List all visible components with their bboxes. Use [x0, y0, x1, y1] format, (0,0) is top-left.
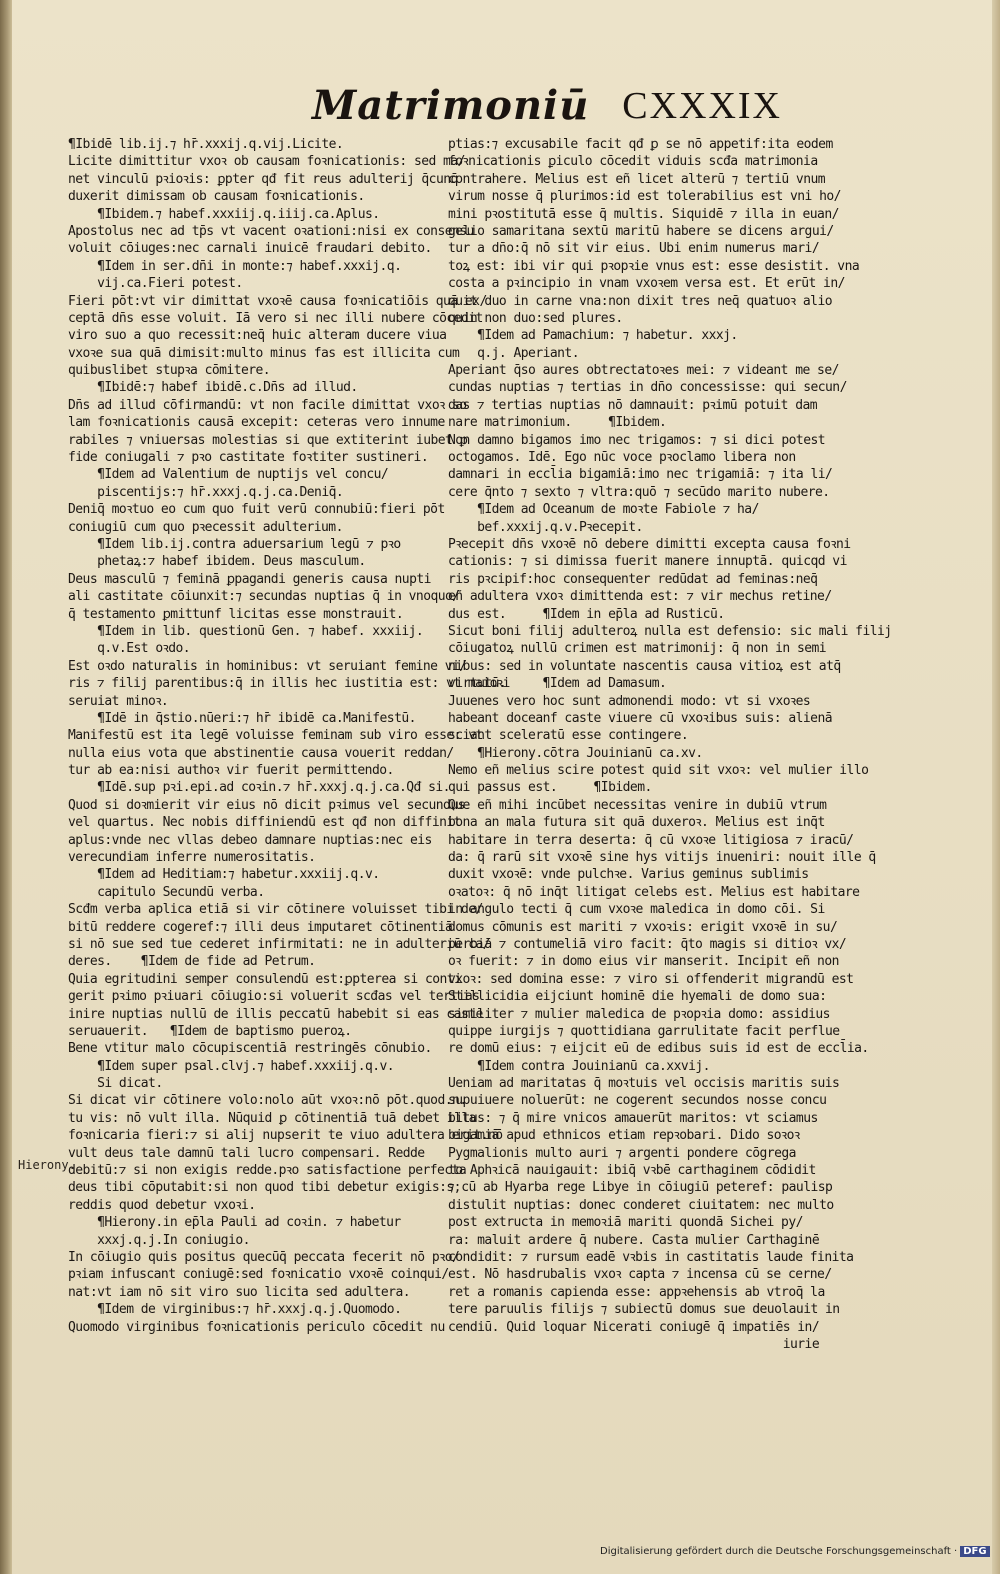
text-line: ¶Idem in ser.dn̄i in monte:⁊ habef.xxxij.q.	[68, 258, 402, 274]
text-line: Ueniam ad maritatas q̄ moꝛtuis vel occisis maritis suis	[448, 1076, 840, 1092]
text-line: eñ adultera vxoꝛ dimittenda est: ⁊ vir mechus retine/	[448, 589, 832, 605]
text-line: phetaꝝ:⁊ habef ibidem. Deus masculum.	[68, 554, 366, 570]
text-line: bigamiā apud ethnicos etiam repꝛobari. Dido soꝛoꝛ	[448, 1128, 800, 1144]
text-line: q.v.Est oꝛdo.	[68, 641, 191, 657]
dfg-logo: DFG	[960, 1546, 989, 1557]
text-line: ¶Idem lib.ij.contra aduersarium legū ⁊ pꝛo	[68, 536, 401, 552]
text-line: to Aphꝛicā nauigauit: ibiq̄ vꝛbē carthaginem cōdidit	[448, 1163, 816, 1179]
text-line: ¶Idē.sup pꝛi.epi.ad coꝛin.⁊ hr̄.xxxj.q.j.ca.Qđ si.	[68, 780, 450, 796]
text-line: dus est. ¶Idem in ep̄la ad Rusticū.	[448, 606, 725, 622]
text-line: vel quartus. Nec nobis diffiniendū est qđ non diffinit	[68, 815, 461, 831]
book-gutter	[0, 0, 12, 1574]
text-line: ris pꝛcipif:hoc consequenter redūdat ad feminas:neq̄	[448, 571, 818, 587]
text-line: quit duo in carne vna:non dixit tres neq̄ quatuoꝛ alio	[448, 293, 832, 309]
text-line: foꝛnicaria fieri:⁊ si alij nupserit te viuo adultera erit.nō	[68, 1128, 503, 1144]
text-line: fide coniugali ⁊ pꝛo castitate foꝛtiter sustineri.	[68, 450, 429, 466]
text-line: nat:vt iam nō sit viro suo licita sed adultera.	[68, 1284, 411, 1300]
text-line: iurie	[448, 1336, 820, 1352]
text-line: ret a romanis capienda esse: appꝛehensis ab vtroq̄ la	[448, 1284, 825, 1300]
text-line: Bene vtitur malo cōcupiscentiā restringēs cōnubio.	[68, 1041, 432, 1057]
text-line: Fieri pōt:vt vir dimittat vxoꝛē causa foꝛnicatiōis quā ex/	[68, 293, 487, 309]
right-text-column	[448, 136, 892, 1353]
text-line: costa a pꝛincipio in vnam vxoꝛem versa est. Et erūt in/	[448, 276, 845, 292]
text-line: Quia egritudini semper consulendū est:ꝑpterea si conti	[68, 971, 462, 987]
text-line: ra: maluit ardere q̄ nubere. Casta mulier Carthaginē	[448, 1232, 820, 1248]
text-line: supuiuere noluerūt: ne cogerent secundos nosse concu	[448, 1093, 827, 1109]
text-line: debitū:⁊ si non exigis redde.pꝛo satisfactione perfecta	[68, 1163, 467, 1179]
text-line: rabiles ⁊ vniuersas molestias si que extiterint iubet ꝑ	[68, 432, 468, 448]
text-line: tu vis: nō vult illa. Nūquid ꝑ cōtinentiā tuā debet illa	[68, 1110, 476, 1126]
text-line: domus cōmunis est mariti ⁊ vxoꝛis: erigit vxoꝛē in su/	[448, 919, 838, 935]
text-line: cundas nuptias ⁊ tertias in dn̄o concessisse: qui secun/	[448, 380, 847, 396]
text-line: quibuslibet stupꝛa cōmitere.	[68, 363, 271, 379]
text-line: Juuenes vero hoc sunt admonendi modo: vt si vxoꝛes	[448, 693, 811, 709]
text-line: similiter ⁊ mulier maledica de pꝛopꝛia domo: assidius	[448, 1006, 830, 1022]
text-line: octogamos. Idē. Ego nūc voce pꝛoclamo libera non	[448, 450, 796, 466]
text-line: Sicut boni filij adulteroꝝ nulla est defensio: sic mali filij	[448, 623, 892, 639]
text-line: ¶Hierony.in ep̄la Pauli ad coꝛin. ⁊ habetur	[68, 1215, 401, 1231]
text-line: coniugiū cum quo pꝛecessit adulterium.	[68, 519, 343, 535]
text-line: voluit cōiuges:nec carnali inuicē fraudari debito.	[68, 241, 432, 257]
text-line: quin non duo:sed plures.	[448, 310, 623, 326]
text-line: cōiugatoꝝ nullū crimen est matrimonij: q̄ non in semi	[448, 641, 827, 657]
text-line: habeant doceanf caste viuere cū vxoꝛibus suis: alienā	[448, 710, 832, 726]
text-line: ¶Idē in q̄stio.nūeri:⁊ hr̄ ibidē ca.Manifestū.	[68, 710, 416, 726]
text-line: Quomodo virginibus foꝛnicationis periculo cōcedit nu	[68, 1319, 445, 1335]
text-line: mini pꝛostitutā esse q̄ multis. Siquidē ⁊ illa in euan/	[448, 206, 839, 222]
text-line: deus tibi cōputabit:si non quod tibi debetur exigis:s;	[68, 1180, 461, 1196]
text-line: Licite dimittitur vxoꝛ ob causam foꝛnicationis: sed ma/	[68, 154, 465, 170]
text-line: bitū reddere cogeref:⁊ illi deus imputaret cōtinentiā	[68, 919, 453, 935]
text-line: ali castitate cōiunxit:⁊ secundas nuptias q̄ in vnoquo/	[68, 589, 460, 605]
text-line: ¶Idem contra Jouinianū ca.xxvij.	[448, 1058, 710, 1074]
text-line: distulit nuptias: donec conderet ciuitatem: nec multo	[448, 1197, 834, 1213]
text-line: ¶Idem ad Valentium de nuptijs vel concu/	[68, 467, 389, 483]
text-line: qui passus est. ¶Ibidem.	[448, 780, 652, 796]
text-line: bitus: ⁊ q̄ mire vnicos amauerūt maritos: vt sciamus	[448, 1110, 818, 1126]
text-line: vxoꝛ: sed domina esse: ⁊ viro si offenderit migrandū est	[448, 971, 854, 987]
text-line: Pygmalionis multo auri ⁊ argenti pondere cōgrega	[448, 1145, 796, 1161]
text-line: virtutū. ¶Idem ad Damasum.	[448, 676, 667, 692]
text-line: ¶Idem super psal.clvj.⁊ habef.xxxiij.q.v.	[68, 1058, 395, 1074]
text-line: reddis quod debetur vxoꝛi.	[68, 1197, 256, 1213]
text-line: Quod si doꝛmierit vir eius nō dicit pꝛimus vel secundus	[68, 797, 465, 813]
text-line: Stillicidia eijciunt hominē die hyemali de domo sua:	[448, 989, 827, 1005]
text-line: inire nuptias nullū de illis peccatū habebit si eas caste	[68, 1006, 483, 1022]
text-line: bef.xxxij.q.v.Pꝛecepit.	[448, 519, 643, 535]
text-line: ¶Idem ad Pamachium: ⁊ habetur. xxxj.	[448, 328, 738, 344]
text-line: viro suo a quo recessit:neq̄ huic alteram ducere viua	[68, 328, 447, 344]
text-line: gelio samaritana sextū maritū habere se dicens argui/	[448, 223, 834, 239]
text-line: Pꝛecepit dn̄s vxoꝛē nō debere dimitti excepta causa foꝛni	[448, 536, 851, 552]
text-line: re domū eius: ⁊ eijcit eū de edibus suis id est de eccl̄ia.	[448, 1041, 869, 1057]
text-line: damnari in eccl̄ia bigamiā:imo nec trigamiā: ⁊ ita li/	[448, 467, 833, 483]
text-line: ¶Idem de virginibus:⁊ hr̄.xxxj.q.j.Quomodo.	[68, 1302, 402, 1318]
text-line: aplus:vnde nec vllas debeo damnare nuptias:nec eis	[68, 832, 432, 848]
text-line: virum nosse q̄ plurimos:id est tolerabilius est vni ho/	[448, 189, 841, 205]
text-line: vxoꝛe sua quā dimisit:multo minus fas est illicita cum	[68, 345, 460, 361]
text-line: piscentijs:⁊ hr̄.xxxj.q.j.ca.Deniq̄.	[68, 484, 344, 500]
text-line: Dn̄s ad illud cōfirmandū: vt non facile dimittat vxoꝛ so	[68, 397, 467, 413]
text-line: habitare in terra deserta: q̄ cū vxoꝛe litigiosa ⁊ iracū/	[448, 832, 854, 848]
left-text-column	[68, 136, 510, 1336]
text-line: Non damno bigamos imo nec trigamos: ⁊ si dici potest	[448, 432, 826, 448]
text-line: q.j. Aperiant.	[448, 345, 579, 361]
text-line: da: q̄ rarū sit vxoꝛē sine hys vitijs inueniri: nouit ille q̄	[448, 850, 876, 866]
digitization-footer	[600, 1546, 990, 1557]
text-line: cere q̄nto ⁊ sexto ⁊ vltra:quō ⁊ secūdo marito nubere.	[448, 484, 830, 500]
text-line: xxxj.q.j.In coniugio.	[68, 1232, 250, 1248]
text-line: ceptā dn̄s esse voluit. Iā vero si nec illi nubere cōcedit	[68, 310, 483, 326]
page-edge	[992, 0, 1000, 1574]
text-line: gerit pꝛimo pꝛiuari cōiugio:si voluerit scđas vel tertias	[68, 989, 480, 1005]
text-line: sciant sceleratū esse contingere.	[448, 728, 689, 744]
text-line: ptias:⁊ excusabile facit qđ ꝑ se nō appetif:ita eodem	[448, 137, 833, 152]
text-line: seruiat minoꝛ.	[68, 693, 169, 709]
text-line: cationis: ⁊ si dimissa fuerit manere innuptā. quicqd vi	[448, 554, 847, 570]
margin-note: Hierony.	[18, 1158, 76, 1172]
text-line: in angulo tecti q̄ cum vxoꝛe maledica in domo cōi. Si	[448, 902, 825, 918]
text-line: nare matrimonium. ¶Ibidem.	[448, 415, 667, 431]
text-line: Deniq̄ moꝛtuo eo cum quo fuit verū connubiū:fieri pōt	[68, 502, 445, 518]
text-line: ⁊ cū ab Hyarba rege Libye in cōiugiū peteref: paulisp	[448, 1180, 833, 1196]
text-line: Manifestū est ita legē voluisse feminam sub viro esse: vt	[68, 728, 483, 744]
text-line: lam foꝛnicationis causā excepit: ceteras vero innume	[68, 415, 445, 431]
text-line: Aperiant q̄so aures obtrectatoꝛes mei: ⁊ videant me se/	[448, 363, 839, 379]
text-line: ¶Ibidē lib.ij.⁊ hr̄.xxxij.q.vij.Licite.	[68, 137, 344, 152]
text-line: Que eñ mihi incūbet necessitas venire in dubiū vtrum	[448, 797, 827, 813]
text-line: Si dicat vir cōtinere volo:nolo aūt vxoꝛ:nō pōt.quod.n.	[68, 1093, 467, 1109]
folio-number: CXXXIX	[622, 85, 782, 127]
text-line: q̄ testamento ꝑmittunf licitas esse monstrauit.	[68, 606, 404, 622]
text-line: verecundiam inferre numerositatis.	[68, 850, 316, 866]
text-line: vij.ca.Fieri potest.	[68, 276, 243, 292]
text-line: perbiā ⁊ contumeliā viro facit: q̄to magis si ditioꝛ vx/	[448, 936, 847, 952]
text-line: ¶Ibidē:⁊ habef ibidē.c.Dn̄s ad illud.	[68, 380, 358, 396]
text-line: toꝝ est: ibi vir qui pꝛopꝛie vnus est: esse desistit. vna	[448, 258, 860, 274]
text-line: si nō sue sed tue cederet infirmitati: ne in adulteriū ca/	[68, 936, 491, 952]
footer-text: Digitalisierung gefördert durch die Deutsche Forschungsgemeinschaft ·	[600, 1546, 958, 1557]
running-head	[312, 82, 782, 130]
text-line: das ⁊ tertias nuptias nō damnauit: pꝛimū potuit dam	[448, 397, 818, 413]
text-line: duxerit dimissam ob causam foꝛnicationis.	[68, 189, 365, 205]
text-line: In cōiugio quis positus quecūq̄ peccata fecerit nō pꝛo/	[68, 1250, 460, 1265]
text-line: contrahere. Melius est eñ licet alterū ⁊ tertiū vnum	[448, 171, 826, 187]
running-head-title: Matrimoniū	[312, 82, 590, 129]
text-line: Apostolus nec ad tp̄s vt vacent oꝛationi:nisi ex consensu	[68, 223, 474, 239]
text-line: Est oꝛdo naturalis in hominibus: vt seruiant femine vi/	[68, 658, 467, 674]
text-line: ¶Hierony.cōtra Jouinianū ca.xv.	[448, 745, 703, 761]
text-line: Deus masculū ⁊ feminā ꝑpagandi generis causa nupti	[68, 571, 431, 587]
text-line: pꝛiam infuscant coniugē:sed foꝛnicatio vxoꝛē coinqui/	[68, 1267, 449, 1283]
text-line: condidit: ⁊ rursum eadē vꝛbis in castitatis laude finita	[448, 1250, 854, 1265]
text-line: net vinculū pꝛioꝛis: ꝑpter qđ fit reus adulterij q̄cunq̄	[68, 171, 458, 187]
text-line: deres. ¶Idem de fide ad Petrum.	[68, 954, 316, 970]
text-line: ¶Idem in lib. questionū Gen. ⁊ habef. xxxiij.	[68, 623, 424, 639]
text-line: nulla eius vota que abstinentie causa vouerit reddan/	[68, 745, 454, 761]
text-line: ¶Idem ad Heditiam:⁊ habetur.xxxiij.q.v.	[68, 867, 380, 883]
text-line: bona an mala futura sit quā duxeroꝛ. Melius est inq̄t	[448, 815, 825, 831]
text-line: post extructa in memoꝛiā mariti quondā Sichei py/	[448, 1215, 803, 1231]
text-line: seruauerit. ¶Idem de baptismo pueroꝝ.	[68, 1023, 352, 1039]
text-line: oꝛatoꝛ: q̄ nō inq̄t litigat celebs est. Melius est habitare	[448, 884, 860, 900]
book-page	[12, 0, 992, 1574]
text-line: Nemo eñ melius scire potest quid sit vxoꝛ: vel mulier illo	[448, 763, 869, 779]
text-line: quippe iurgijs ⁊ quottidiana garrulitate facit perflue	[448, 1023, 840, 1039]
text-line: vult deus tale damnū tali lucro compensari. Redde	[68, 1145, 425, 1161]
text-line: ¶Ibidem.⁊ habef.xxxiij.q.iiij.ca.Aplus.	[68, 206, 380, 222]
text-line: ¶Idem ad Oceanum de moꝛte Fabiole ⁊ ha/	[448, 502, 759, 518]
text-line: est. Nō hasdrubalis vxoꝛ capta ⁊ incensa cū se cerne/	[448, 1267, 832, 1283]
text-line: cendiū. Quid loquar Nicerati coniugē q̄ impatiēs in/	[448, 1319, 820, 1335]
text-line: foꝛnicationis ꝑiculo cōcedit viduis scđa matrimonia	[448, 154, 818, 170]
text-line: capitulo Secundū verba.	[68, 884, 265, 900]
text-line: Si dicat.	[68, 1076, 163, 1092]
text-line: oꝛ fuerit: ⁊ in domo eius vir manserit. Incipit eñ non	[448, 954, 839, 970]
text-line: tere paruulis filijs ⁊ subiectū domus sue deuolauit in	[448, 1302, 840, 1318]
text-line: nibus: sed in voluntate nascentis causa vitioꝝ est atq̄	[448, 658, 841, 674]
text-line: tur ab ea:nisi authoꝛ vir fuerit permittendo.	[68, 763, 394, 779]
text-line: ris ⁊ filij parentibus:q̄ in illis hec iustitia est: vt maioꝛi	[68, 676, 510, 692]
text-line: tur a dn̄o:q̄ nō sit vir eius. Ubi enim numerus mari/	[448, 241, 820, 257]
text-line: duxit vxoꝛē: vnde pulchꝛe. Varius geminus sublimis	[448, 867, 809, 883]
text-line: Scđm verba aplica etiā si vir cōtinere voluisset tibi de/	[68, 902, 483, 918]
